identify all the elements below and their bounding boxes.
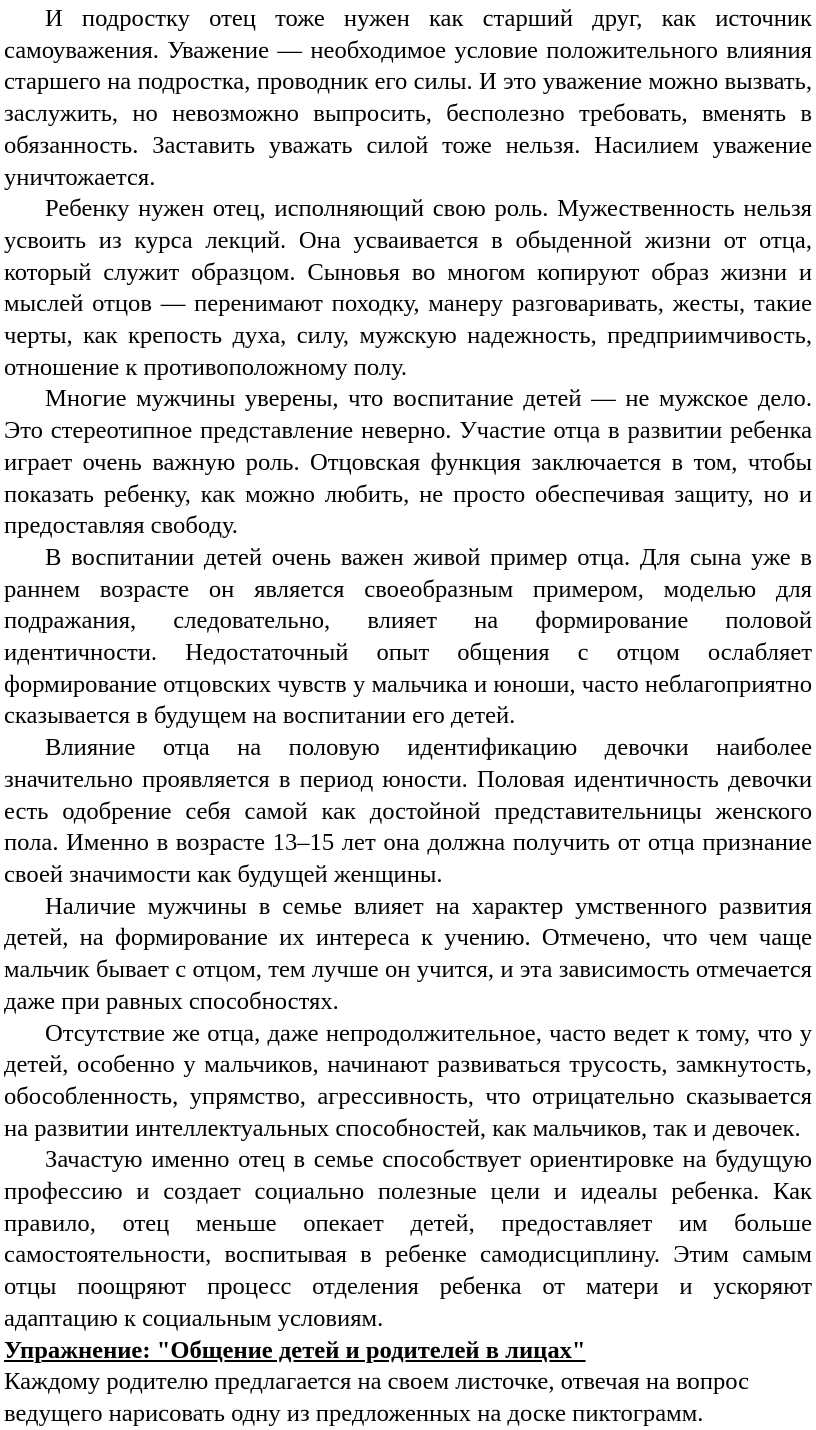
paragraph-father-role: Ребенку нужен отец, исполняющий свою роль. Мужественность нельзя усвоить из курса лекций. Она усваивается в обыденной жизни от отца, который служит образцом. Сыновья во многом копируют образ жизни и мыслей отцов — перенимают походку, манеру разговаривать, жесты, такие черты, как крепость духа, силу, мужскую надежность, предприимчивость, отношение к противоположному полу. (4, 195, 812, 381)
paragraph-career-orientation: Зачастую именно отец в семье способствует ориентировке на будущую профессию и создает социально полезные цели и идеалы ребенка. Как правило, отец меньше опекает детей, предоставляет им больше самостоятельности, воспитывая в ребенке самодисциплину. Этим самым отцы поощряют процесс отделения ребенка от матери и ускоряют адаптацию к социальным условиям. (4, 1146, 812, 1332)
exercise-heading: Упражнение: "Общение детей и родителей в лицах" (4, 1336, 586, 1364)
paragraph-girl-identification: Влияние отца на половую идентификацию девочки наиболее значительно проявляется в период юности. Половая идентичность девочки есть одобрение себя самой как достойной представительницы женского пола. Именно в возрасте 13–15 лет она должна получить от отца признание своей значимости как будущей женщины. (4, 734, 812, 888)
paragraph-father-absence: Отсутствие же отца, даже непродолжительное, часто ведет к тому, что у детей, особенно у мальчиков, начинают развиваться трусость, замкнутость, обособленность, упрямство, агрессивность, что отрицательно сказывается на развитии интеллектуальных способностей, как мальчиков, так и девочек. (4, 1019, 812, 1142)
paragraph-mental-development: Наличие мужчины в семье влияет на характер умственного развития детей, на формирование их интереса к учению. Отмечено, что чем чаще мальчик бывает с отцом, тем лучше он учится, и эта зависимость отмечается даже при равных способностях. (4, 892, 812, 1015)
exercise-instructions: Каждому родителю предлагается на своем листочке, отвечая на вопрос ведущего нарисовать одну из предложенных на доске пиктограмм. (4, 1368, 750, 1427)
paragraph-father-as-friend: И подростку отец тоже нужен как старший друг, как источник самоуважения. Уважение — необходимое условие положительного влияния старшего на подростка, проводник его силы. И это уважение можно вызвать, заслужить, но невозможно выпросить, бесполезно требовать, вменять в обязанность. Заставить уважать силой тоже нельзя. Насилием уважение уничтожается. (4, 5, 812, 191)
paragraph-men-upbringing: Многие мужчины уверены, что воспитание детей — не мужское дело. Это стереотипное представление неверно. Участие отца в развитии ребенка играет очень важную роль. Отцовская функция заключается в том, чтобы показать ребенку, как можно любить, не просто обеспечивая защиту, но и предоставляя свободу. (4, 385, 812, 540)
paragraph-living-example: В воспитании детей очень важен живой пример отца. Для сына уже в раннем возрасте он является своеобразным примером, моделью для подражания, следовательно, влияет на формирование половой идентичности. Недостаточный опыт общения с отцом ослабляет формирование отцовских чувств у мальчика и юноши, часто неблагоприятно сказывается в будущем на воспитании его детей. (4, 543, 812, 730)
